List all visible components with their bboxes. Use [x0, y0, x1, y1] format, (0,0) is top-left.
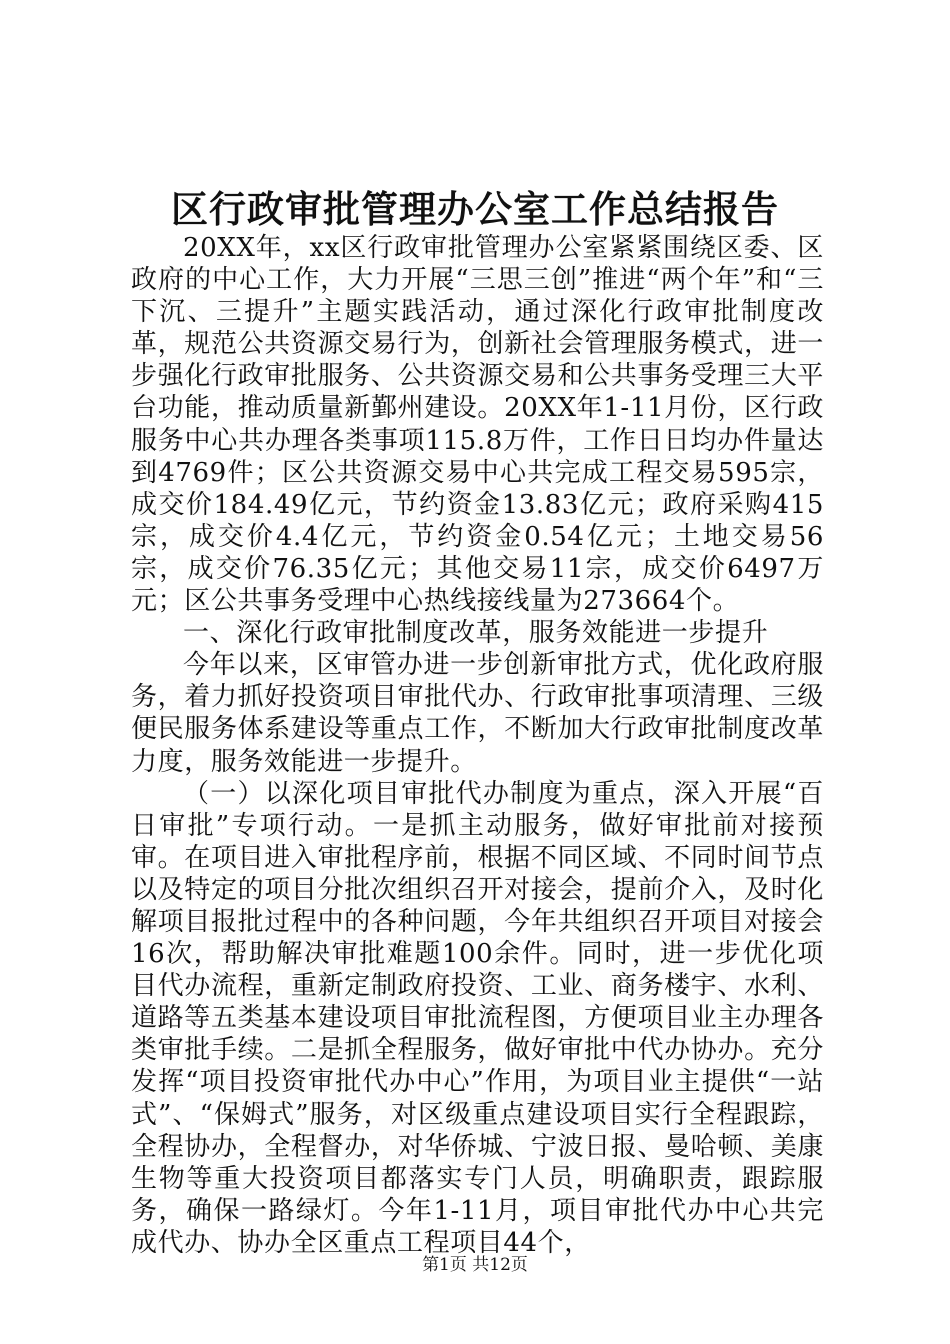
document-title: 区行政审批管理办公室工作总结报告 — [171, 187, 779, 231]
section-heading: 一、深化行政审批制度改革，服务效能进一步提升 — [183, 618, 769, 649]
subsection-paragraph: （一）以深化项目审批代办制度为重点，深入开展“百日审批”专项行动。一是抓主动服务，做好审批前对接预审。在项目进入审批程序前，根据不同区域、不同时间节点以及特定的项目分批次组织召开对接会，提前介入，及时化解项目报批过程中的各种问题，今年共组织召开项目对接会16次，帮助解决审批难题100余件。同时，进一步优化项目代办流程，重新定制政府投资、工业、商务楼宇、水利、道路等五类基本建设项目审批流程图，方便项目业主办理各类审批手续。二是抓全程服务，做好审批中代办协办。充分发挥“项目投资审批代办中心”作用，为项目业主提供“一站式”、“保姆式”服务，对区级重点建设项目实行全程跟踪，全程协办，全程督办，对华侨城、宁波日报、曼哈顿、美康生物等重大投资项目都落实专门人员，明确职责，跟踪服务，确保一路绿灯。今年1-11月，项目审批代办中心共完成代办、协办全区重点工程项目44个， — [131, 778, 824, 1258]
intro-paragraph: 20XX年，xx区行政审批管理办公室紧紧围绕区委、区政府的中心工作，大力开展“三思三创”推进“两个年”和“三下沉、三提升”主题实践活动，通过深化行政审批制度改革，规范公共资源交易行为，创新社会管理服务模式，进一步强化行政审批服务、公共资源交易和公共事务受理三大平台功能，推动质量新鄞州建设。20XX年1-11月份，区行政服务中心共办理各类事项115.8万件，工作日日均办件量达到4769件；区公共资源交易中心共完成工程交易595宗，成交价184.49亿元，节约资金13.83亿元；政府采购415宗，成交价4.4亿元，节约资金0.54亿元；土地交易56宗，成交价76.35亿元；其他交易11宗，成交价6497万元；区公共事务受理中心热线接线量为273664个。 — [131, 233, 824, 617]
page-footer — [0, 1254, 950, 1276]
page-number: 第1页 共12页 — [422, 1255, 528, 1275]
document-body — [131, 232, 824, 1259]
section-paragraph: 今年以来，区审管办进一步创新审批方式，优化政府服务，着力抓好投资项目审批代办、行政审批事项清理、三级便民服务体系建设等重点工作，不断加大行政审批制度改革力度，服务效能进一步提升。 — [131, 650, 824, 777]
